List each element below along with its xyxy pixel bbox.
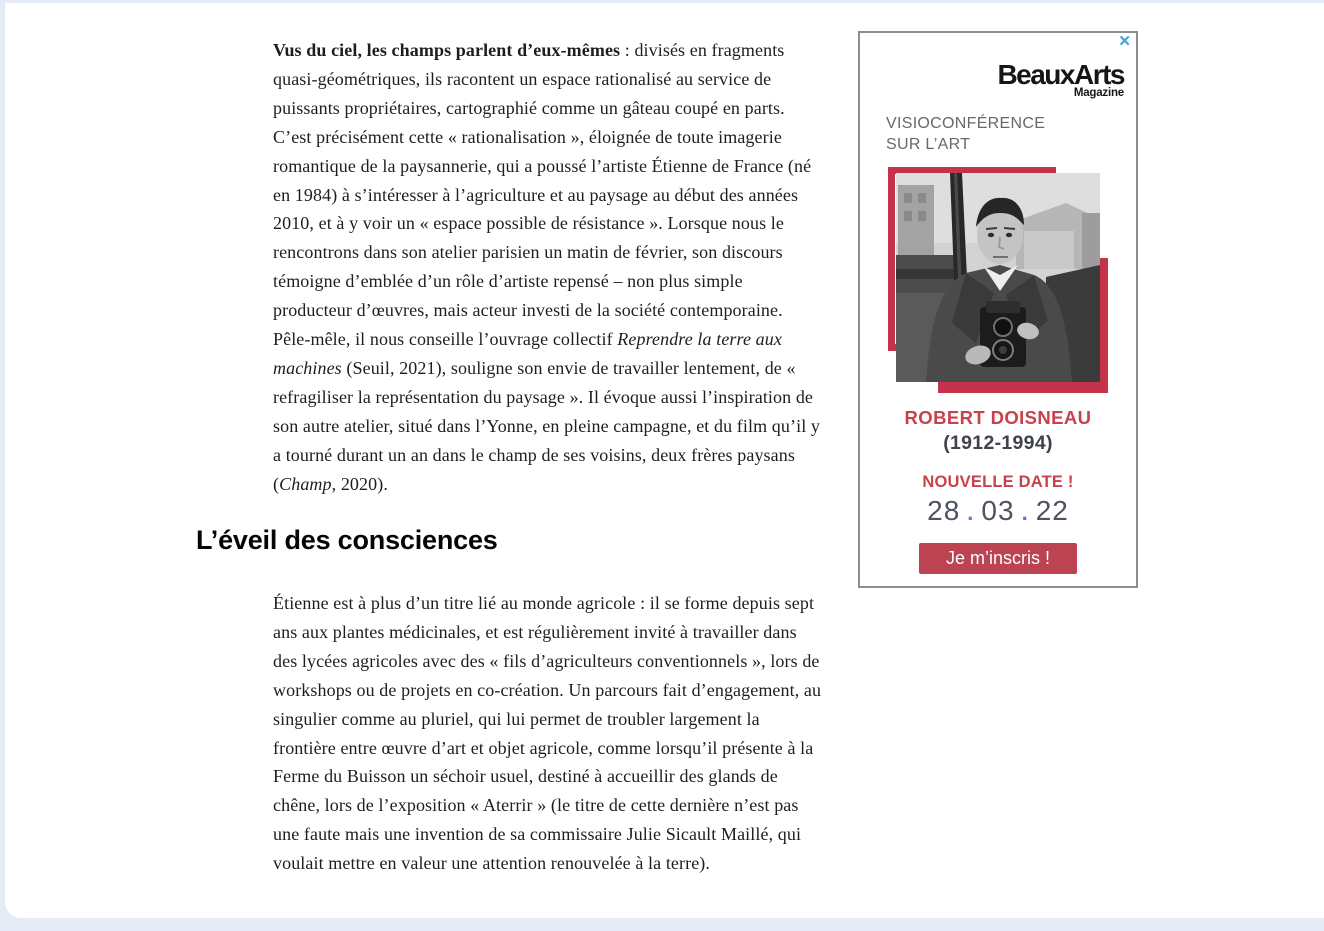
article-paragraph-1 (273, 36, 823, 499)
paragraph-text: , 2020). (331, 473, 388, 494)
ad-event-date (860, 495, 1136, 527)
date-month: 03 (981, 495, 1015, 526)
ad-tagline (886, 113, 1045, 155)
tagline-line-2: SUR L’ART (886, 136, 971, 153)
doisneau-portrait-photo (896, 173, 1100, 382)
ad-new-date-label: NOUVELLE DATE ! (922, 473, 1074, 491)
ad-banner[interactable] (858, 31, 1138, 588)
section-heading: L’éveil des consciences (196, 525, 498, 555)
beaux-arts-logo (997, 61, 1124, 99)
logo-main-text: BeauxArts (997, 59, 1124, 90)
date-separator-icon: . (1021, 500, 1029, 525)
ad-artist-name: ROBERT DOISNEAU (904, 407, 1092, 428)
doisneau-photo-composition (896, 173, 1100, 382)
book-title-italic: Reprendre la terre aux machines (273, 329, 782, 378)
ad-close-icon[interactable]: ✕ (1118, 33, 1131, 50)
logo-sub-text: Magazine (1073, 87, 1124, 99)
ad-artist-years: (1912-1994) (943, 432, 1053, 454)
date-separator-icon: . (967, 500, 975, 525)
paragraph-text: (Seuil, 2021), souligne son envie de travailler lentement, de « refragiliser la représentation du paysage ». Il évoque aussi l’inspiration de son autre atelier, situé dans l’Yonne, en pleine campagne, et du film qu’il y a tourné durant un an dans le champ de ses voisins, deux frères paysans ( (273, 357, 821, 494)
date-year: 22 (1035, 495, 1069, 526)
paragraph-text: : divisés en fragments quasi-géométriques, ils racontent un espace rationalisé au service de puissants propriétaires, cartographié comme un gâteau coupé en parts. C’est précisément cette « rationalisation », éloignée de toute imagerie romantique de la paysannerie, qui a poussé l’artiste Étienne de France (né en 1984) à s’intéresser à l’agriculture et au paysage au début des années 2010, et à y voir un « espace possible de résistance ». Lorsque nous le rencontrons dans son atelier parisien un matin de février, son discours témoigne d’emblée d’un rôle d’artiste repensé – non plus simple producteur d’œuvres, mais acteur investi de la société contemporaine. Pêle-mêle, il nous conseille l’ouvrage collectif (273, 40, 812, 350)
date-day: 28 (927, 495, 961, 526)
content-card (5, 3, 1324, 918)
tagline-line-1: VISIOCONFÉRENCE (886, 115, 1046, 132)
paragraph-lead-bold: Vus du ciel, les champs parlent d’eux-mêmes (273, 40, 621, 60)
film-title-italic: Champ (279, 473, 332, 494)
article-paragraph-2: Étienne est à plus d’un titre lié au monde agricole : il se forme depuis sept ans aux plantes médicinales, et est régulièrement invité à travailler dans des lycées agricoles avec des « fils d’agriculteurs conventionnels », lors de workshops ou de projets en co-création. Un parcours fait d’engagement, au singulier comme au pluriel, qui lui permet de troubler largement la frontière entre œuvre d’art et objet agricole, comme lorsqu’il présente à la Ferme du Buisson un séchoir usuel, destiné à accueillir des glands de chêne, lors de l’exposition « Aterrir » (le titre de cette dernière n’est pas une faute mais une invention de sa commissaire Julie Sicault Maillé, qui voulait mettre en valeur une attention renouvelée à la terre). (273, 593, 822, 874)
register-button[interactable]: Je m’inscris ! (919, 543, 1077, 574)
